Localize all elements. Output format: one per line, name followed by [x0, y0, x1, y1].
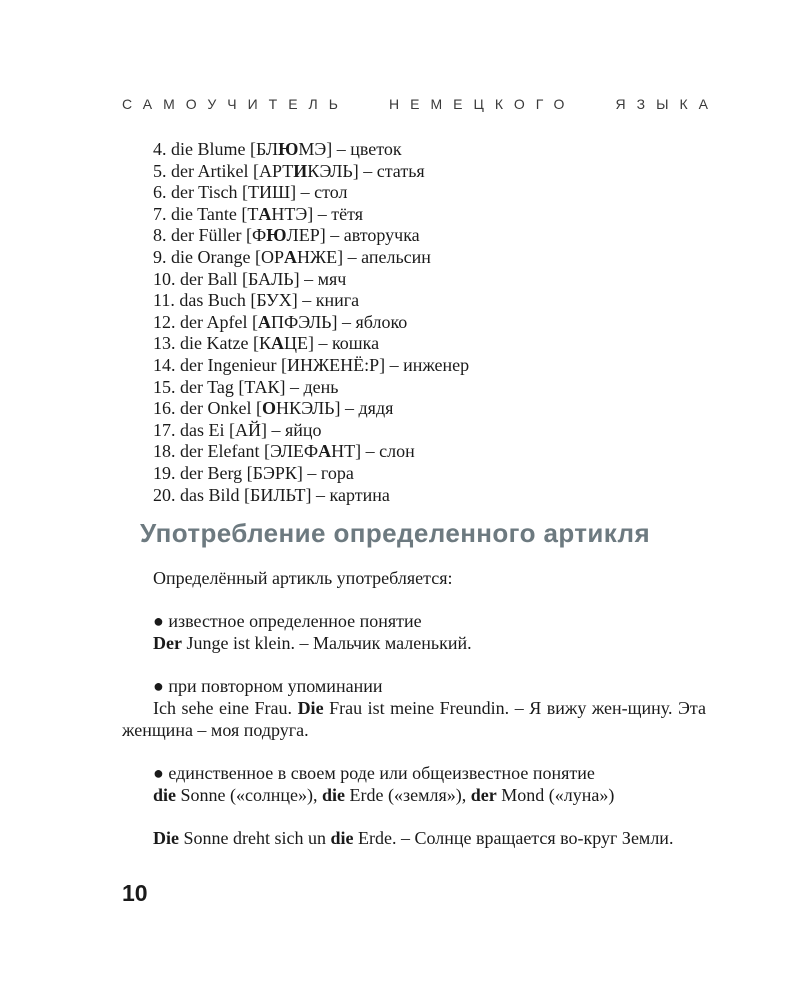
- vocab-num: 19.: [153, 462, 176, 483]
- vocab-ru: – тётя: [317, 203, 364, 224]
- vocab-ru: – яйцо: [271, 419, 322, 440]
- vocab-item: [153, 312, 469, 334]
- vocab-num: 18.: [153, 441, 176, 462]
- page-number: 10: [122, 880, 148, 906]
- vocab-post: НЖЕ]: [296, 246, 344, 267]
- vocab-item: [153, 225, 469, 247]
- example-text: Mond («луна»): [496, 785, 615, 805]
- vocab-pre: [БЛ: [250, 139, 279, 159]
- vocab-num: 6.: [153, 182, 167, 203]
- vocab-ru: – мяч: [304, 268, 347, 289]
- vocab-pre: [ТАК]: [238, 376, 286, 397]
- header-word: ЯЗЫКА: [615, 96, 719, 112]
- vocab-ru: – инженер: [389, 354, 470, 375]
- vocab-item: [153, 355, 469, 377]
- vocab-post: НТ]: [331, 441, 362, 462]
- vocab-pre: [Ф: [245, 225, 267, 246]
- vocab-item: [153, 182, 469, 204]
- rule-bullet: ● единственное в своем роде или общеизвестное понятие: [153, 763, 595, 783]
- vocab-post: ПФЭЛЬ]: [270, 311, 338, 332]
- rule-bullet: ● известное определенное понятие: [153, 611, 422, 631]
- vocab-item: [153, 333, 469, 355]
- vocab-accent: А: [257, 311, 271, 332]
- example-sentence: [122, 698, 706, 741]
- vocab-post: ЛЕР]: [286, 225, 326, 246]
- vocab-pre: [АРТ: [252, 160, 294, 181]
- example-text: Junge ist klein. – Мальчик маленький.: [181, 633, 472, 653]
- vocab-ru: – яблоко: [342, 311, 408, 332]
- vocab-de: der Ingenieur: [180, 354, 277, 375]
- vocab-ru: – гора: [307, 462, 354, 483]
- example-sentence: [122, 633, 706, 655]
- vocab-item: [153, 398, 469, 420]
- article-bold: Der: [153, 633, 182, 653]
- vocab-ru: – авторучка: [330, 225, 420, 246]
- vocab-de: das Buch: [179, 290, 246, 311]
- vocab-accent: И: [293, 160, 308, 181]
- article-bold: Die: [153, 828, 179, 848]
- vocab-item: [153, 161, 469, 183]
- example-text: Sonne dreht sich un: [179, 828, 331, 848]
- running-header: [122, 96, 719, 112]
- vocab-accent: А: [318, 441, 332, 462]
- vocab-post: НТЭ]: [271, 203, 314, 224]
- vocab-post: КЭЛЬ]: [307, 160, 359, 181]
- vocab-accent: О: [261, 398, 276, 419]
- vocab-num: 12.: [153, 311, 176, 332]
- vocab-num: 20.: [153, 484, 176, 505]
- vocab-post: НКЭЛЬ]: [276, 398, 341, 419]
- vocab-de: die Tante: [171, 203, 237, 224]
- vocab-item: [153, 269, 469, 291]
- example-sentence: [122, 828, 706, 850]
- vocab-pre: [: [251, 311, 258, 332]
- vocab-accent: А: [270, 333, 284, 354]
- vocab-ru: – апельсин: [347, 246, 431, 267]
- vocab-de: der Berg: [180, 462, 243, 483]
- vocab-num: 14.: [153, 354, 176, 375]
- vocab-de: der Artikel: [171, 160, 249, 181]
- vocab-de: die Katze: [180, 333, 249, 354]
- vocab-de: die Blume: [171, 139, 246, 159]
- vocab-item: [153, 463, 469, 485]
- article-bold: die: [322, 785, 346, 805]
- vocab-num: 17.: [153, 419, 176, 440]
- vocab-item: [153, 139, 469, 161]
- vocab-num: 9.: [153, 246, 167, 267]
- vocab-de: der Tag: [180, 376, 234, 397]
- vocab-num: 10.: [153, 268, 176, 289]
- vocab-ru: – картина: [316, 484, 390, 505]
- vocab-num: 7.: [153, 203, 167, 224]
- example-text: Sonne («солнце»),: [176, 785, 322, 805]
- vocab-ru: – стол: [300, 182, 348, 203]
- vocab-accent: А: [283, 246, 297, 267]
- vocab-ru: – день: [289, 376, 339, 397]
- vocab-item: [153, 441, 469, 463]
- vocab-ru: – дядя: [345, 398, 394, 419]
- example-text: Frau ist meine Freundin. – Я вижу жен-щину. Эта женщина – моя подруга.: [122, 698, 706, 740]
- vocab-pre: [БИЛЬТ]: [244, 484, 312, 505]
- article-bold: die: [153, 785, 177, 805]
- vocab-pre: [БУХ]: [250, 290, 298, 311]
- vocab-pre: [К: [252, 333, 271, 354]
- vocab-num: 8.: [153, 225, 167, 246]
- vocab-pre: [ИНЖЕНЁ:Р]: [280, 354, 386, 375]
- vocab-item: [153, 420, 469, 442]
- header-word: САМОУЧИТЕЛЬ: [122, 96, 349, 112]
- vocab-accent: Ю: [266, 225, 287, 246]
- vocab-ru: – кошка: [318, 333, 380, 354]
- vocab-item: [153, 485, 469, 507]
- vocab-de: der Füller: [171, 225, 242, 246]
- example-text: Erde. – Солнце вращается во-круг Земли.: [353, 828, 674, 848]
- vocab-accent: А: [258, 203, 272, 224]
- vocab-de: die Orange: [171, 246, 251, 267]
- vocab-de: der Ball: [180, 268, 238, 289]
- vocab-de: der Onkel: [180, 398, 252, 419]
- vocab-num: 15.: [153, 376, 176, 397]
- vocab-item: [153, 377, 469, 399]
- vocab-de: der Elefant: [180, 441, 260, 462]
- vocab-num: 4.: [153, 139, 167, 159]
- vocab-ru: – статья: [363, 160, 425, 181]
- vocab-de: das Ei: [180, 419, 225, 440]
- vocabulary-list: [153, 139, 469, 506]
- vocab-item: [153, 204, 469, 226]
- rule-bullet: ● при повторном упоминании: [153, 676, 383, 696]
- example-list: [122, 785, 706, 807]
- vocab-de: der Apfel: [180, 311, 248, 332]
- article-bold: Die: [297, 698, 324, 718]
- vocab-item: [153, 290, 469, 312]
- header-word: НЕМЕЦКОГО: [389, 96, 576, 112]
- vocab-pre: [БЭРК]: [246, 462, 303, 483]
- vocab-num: 16.: [153, 398, 176, 419]
- vocab-pre: [ОР: [254, 246, 284, 267]
- vocab-ru: – книга: [302, 290, 360, 311]
- section-title: Употребление определенного артикля: [140, 518, 651, 548]
- vocab-num: 11.: [153, 290, 175, 311]
- vocab-ru: – слон: [365, 441, 415, 462]
- vocab-post: МЭ]: [298, 139, 333, 159]
- vocab-de: das Bild: [180, 484, 240, 505]
- vocab-ru: – цветок: [336, 139, 402, 159]
- vocab-accent: Ю: [278, 139, 299, 159]
- example-text: Erde («земля»),: [345, 785, 471, 805]
- vocab-pre: [БАЛЬ]: [241, 268, 300, 289]
- vocab-pre: [ТИШ]: [242, 182, 297, 203]
- vocab-post: ЦЕ]: [283, 333, 314, 354]
- article-bold: die: [330, 828, 354, 848]
- vocab-pre: [: [255, 398, 262, 419]
- vocab-pre: [АЙ]: [229, 419, 267, 440]
- vocab-de: der Tisch: [171, 182, 238, 203]
- vocab-pre: [ЭЛЕФ: [263, 441, 319, 462]
- vocab-num: 5.: [153, 160, 167, 181]
- vocab-item: [153, 247, 469, 269]
- vocab-num: 13.: [153, 333, 176, 354]
- intro-paragraph: Определённый артикль употребляется:: [153, 568, 453, 588]
- article-bold: der: [470, 785, 497, 805]
- vocab-pre: [Т: [241, 203, 259, 224]
- example-text: Ich sehe eine Frau.: [153, 698, 298, 718]
